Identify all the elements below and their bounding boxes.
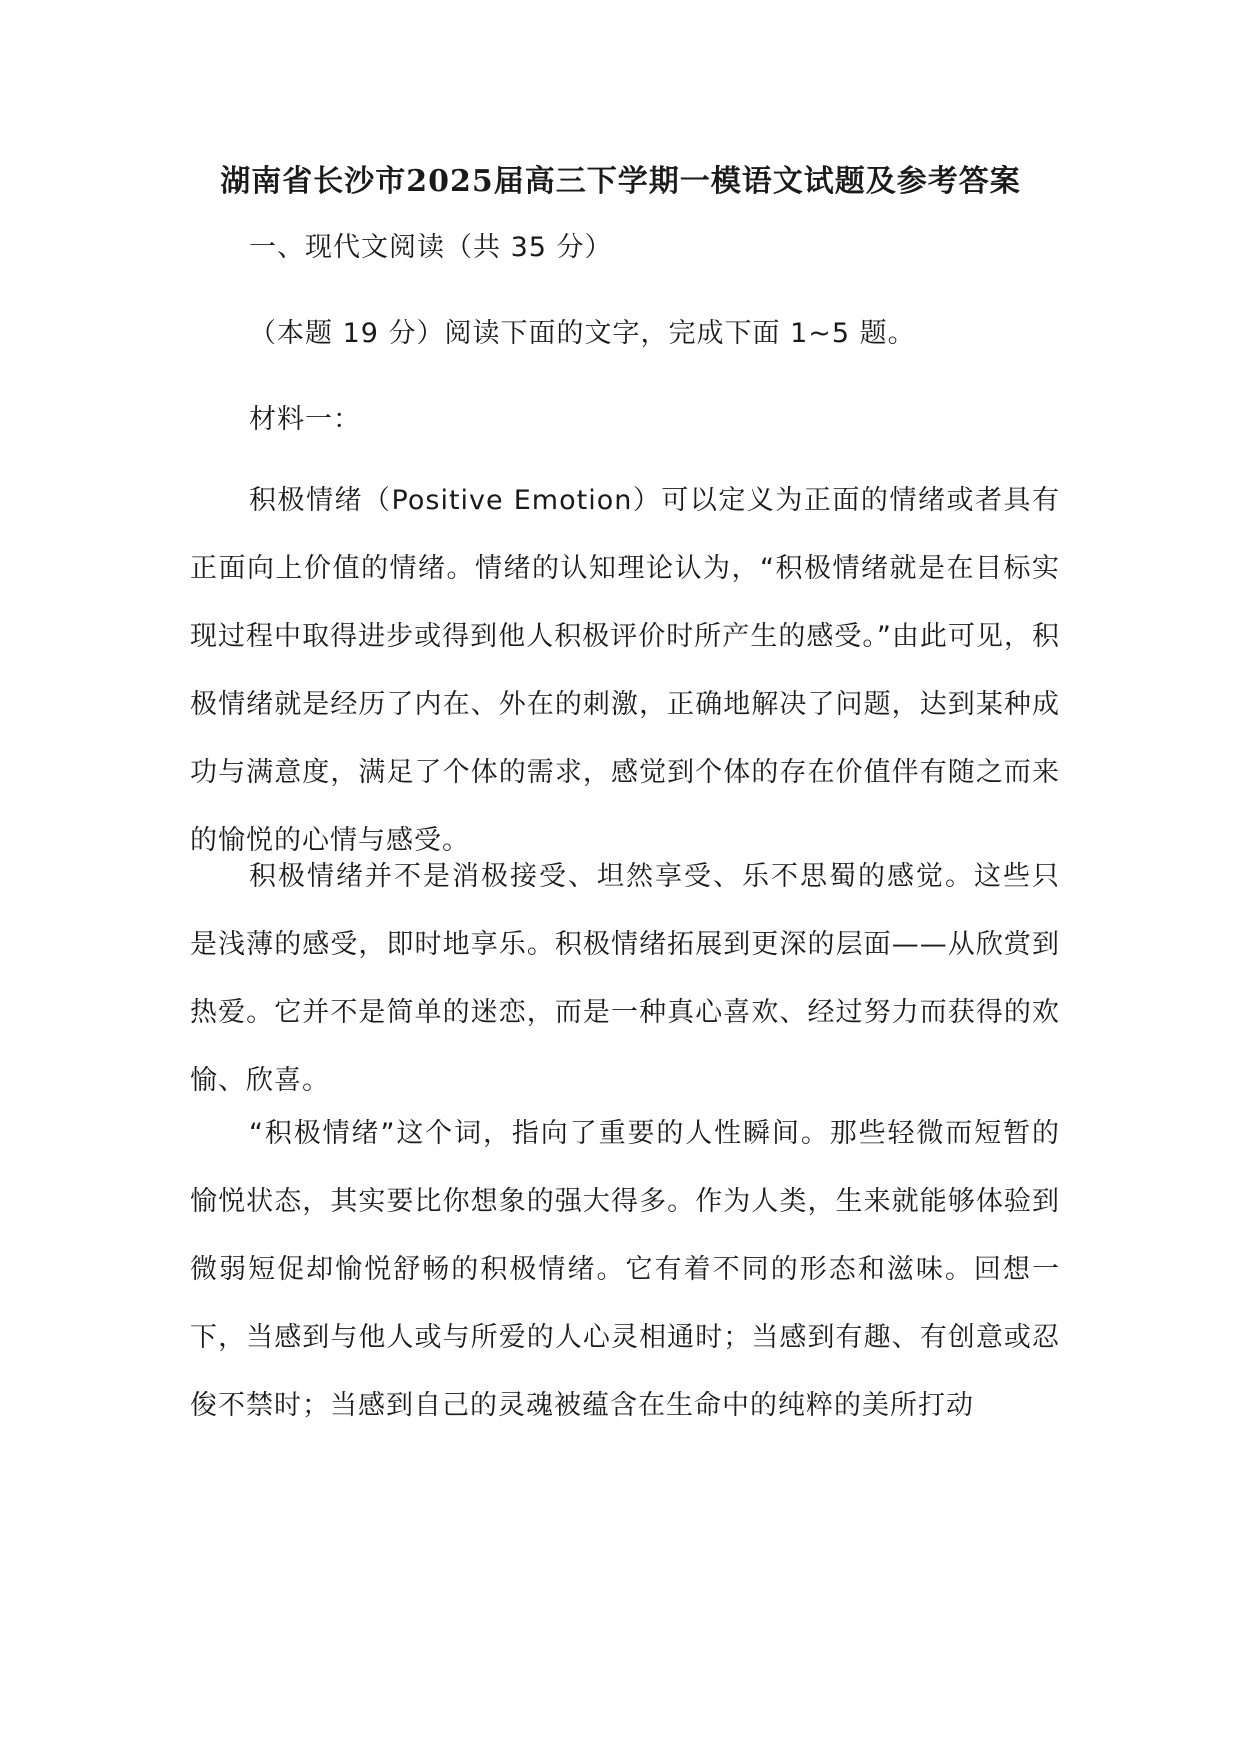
body-paragraph-2: 积极情绪并不是消极接受、坦然享受、乐不思蜀的感觉。这些只是浅薄的感受，即时地享乐。积极情绪拓展到更深的层面——从欣赏到热爱。它并不是简单的迷恋，而是一种真心喜欢、经过努力而获得的欢愉、欣喜。: [190, 861, 1060, 1096]
body-paragraph-3: “积极情绪”这个词，指向了重要的人性瞬间。那些轻微而短暂的愉悦状态，其实要比你想象的强大得多。作为人类，生来就能够体验到微弱短促却愉悦舒畅的积极情绪。它有着不同的形态和滋味。回想一下，当感到与他人或与所爱的人心灵相通时；当感到有趣、有创意或忍俊不禁时；当感到自己的灵魂被蕴含在生命中的纯粹的美所打动: [190, 1118, 1060, 1421]
document-title: 湖南省长沙市2025届高三下学期一模语文试题及参考答案: [220, 164, 1021, 199]
body-paragraph-1: 积极情绪（Positive Emotion）可以定义为正面的情绪或者具有正面向上价值的情绪。情绪的认知理论认为，“积极情绪就是在目标实现过程中取得进步或得到他人积极评价时所产生的感受。”由此可见，积极情绪就是经历了内在、外在的刺激，正确地解决了问题，达到某种成功与满意度，满足了个体的需求，感觉到个体的存在价值伴有随之而来的愉悦的心情与感受。: [190, 485, 1060, 856]
question-instruction: （本题 19 分）阅读下面的文字，完成下面 1~5 题。: [249, 318, 916, 349]
section-heading: 一、现代文阅读（共 35 分）: [249, 232, 613, 263]
material-label: 材料一：: [249, 404, 361, 435]
